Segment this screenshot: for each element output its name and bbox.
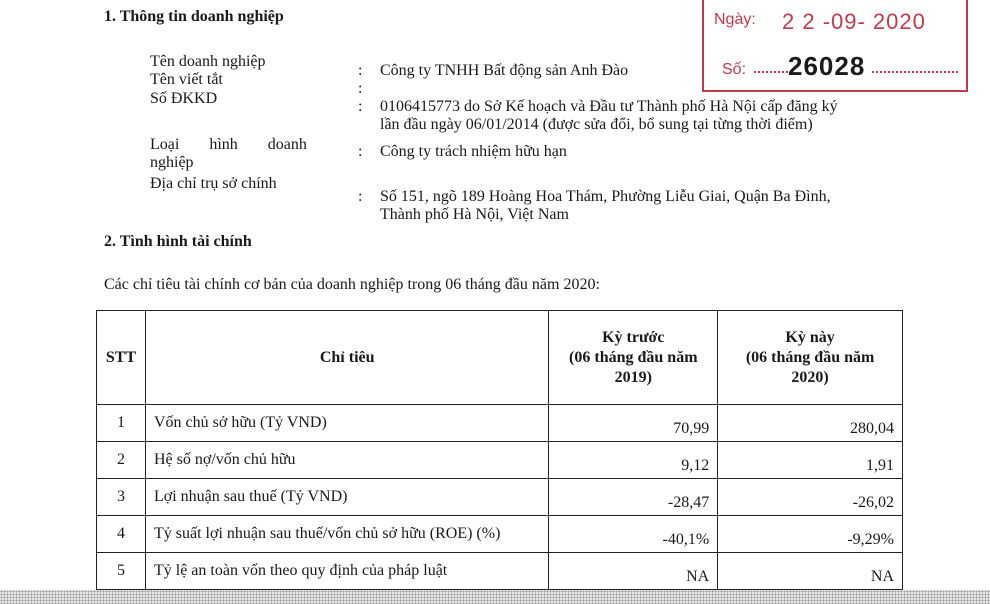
colon: : xyxy=(358,143,363,160)
header-prev-line: Kỳ trước xyxy=(602,328,665,346)
stamp-number-label: Số: xyxy=(722,61,747,78)
stamp-date-value: 2 2 -09- 2020 xyxy=(782,9,926,34)
cell-indicator: Tỷ suất lợi nhuận sau thuế/vốn chủ sở hữu (ROE) (%) xyxy=(145,516,548,553)
cell-previous: 9,12 xyxy=(549,442,718,479)
header-stt: STT xyxy=(97,311,146,405)
header-current-period xyxy=(718,311,903,405)
cell-indicator: Tỷ lệ an toàn vốn theo quy định của pháp luật xyxy=(145,553,548,590)
value-business-type: Công ty trách nhiệm hữu hạn xyxy=(380,143,567,160)
colon: : xyxy=(358,62,363,79)
cell-current: -9,29% xyxy=(718,516,903,553)
label-short-name: Tên viết tắt xyxy=(150,71,223,88)
table-row xyxy=(97,405,903,442)
cell-current: NA xyxy=(718,553,903,590)
label-registration-number: Số ĐKKD xyxy=(150,90,218,107)
stamp-dotted-line xyxy=(754,61,788,73)
header-previous-period xyxy=(549,311,718,405)
cell-stt: 4 xyxy=(97,516,146,553)
cell-previous: 70,99 xyxy=(549,405,718,442)
stamp-date-label: Ngày: xyxy=(714,11,756,28)
stamp-number-value: 26028 xyxy=(788,51,866,81)
colon: : xyxy=(358,80,363,97)
table-row xyxy=(97,516,903,553)
value-company-name: Công ty TNHH Bất động sản Anh Đào xyxy=(380,62,629,79)
colon: : xyxy=(358,98,363,115)
label-company-name: Tên doanh nghiệp xyxy=(150,53,266,70)
value-address-line-2: Thành phố Hà Nội, Việt Nam xyxy=(380,206,569,223)
cell-stt: 5 xyxy=(97,553,146,590)
cell-previous: -40,1% xyxy=(549,516,718,553)
section-2-title: 2. Tình hình tài chính xyxy=(104,233,252,250)
label-business-type-line-1: Loại hình doanh xyxy=(150,136,307,153)
table-row xyxy=(97,479,903,516)
label-head-office: Địa chỉ trụ sở chính xyxy=(150,175,277,192)
cell-previous: -28,47 xyxy=(549,479,718,516)
header-curr-line: 2020) xyxy=(791,368,829,386)
header-curr-line: Kỳ này xyxy=(785,328,835,346)
cell-previous: NA xyxy=(549,553,718,590)
header-prev-line: 2019) xyxy=(614,368,652,386)
value-registration-line-1: 0106415773 do Sở Kế hoạch và Đầu tư Thành phố Hà Nội cấp đăng ký xyxy=(380,98,838,115)
stamp-dotted-line xyxy=(872,61,958,73)
header-prev-line: (06 tháng đầu năm xyxy=(569,348,698,366)
table-header-row xyxy=(97,311,903,405)
header-curr-line: (06 tháng đầu năm xyxy=(745,348,875,366)
cell-stt: 3 xyxy=(97,479,146,516)
cell-current: 280,04 xyxy=(718,405,903,442)
cell-stt: 1 xyxy=(97,405,146,442)
value-address-line-1: Số 151, ngõ 189 Hoàng Hoa Thám, Phường Liễu Giai, Quận Ba Đình, xyxy=(380,188,831,205)
table-row xyxy=(97,553,903,590)
cell-current: 1,91 xyxy=(718,442,903,479)
cell-indicator: Hệ số nợ/vốn chủ hữu xyxy=(145,442,548,479)
cell-stt: 2 xyxy=(97,442,146,479)
received-stamp xyxy=(702,0,968,92)
label-business-type-line-2: nghiệp xyxy=(150,154,194,171)
table-row xyxy=(97,442,903,479)
colon: : xyxy=(358,188,363,205)
header-indicator: Chỉ tiêu xyxy=(145,311,548,405)
table-intro: Các chỉ tiêu tài chính cơ bản của doanh nghiệp trong 06 tháng đầu năm 2020: xyxy=(104,276,600,293)
value-registration-line-2: lần đầu ngày 06/01/2014 (được sửa đổi, bổ sung tại từng thời điểm) xyxy=(380,116,813,133)
cell-indicator: Lợi nhuận sau thuế (Tỷ VND) xyxy=(145,479,548,516)
financial-table xyxy=(96,310,903,590)
cell-indicator: Vốn chủ sở hữu (Tỷ VND) xyxy=(145,405,548,442)
section-1-title: 1. Thông tin doanh nghiệp xyxy=(104,8,284,25)
page-fold-edge xyxy=(0,590,990,604)
cell-current: -26,02 xyxy=(718,479,903,516)
